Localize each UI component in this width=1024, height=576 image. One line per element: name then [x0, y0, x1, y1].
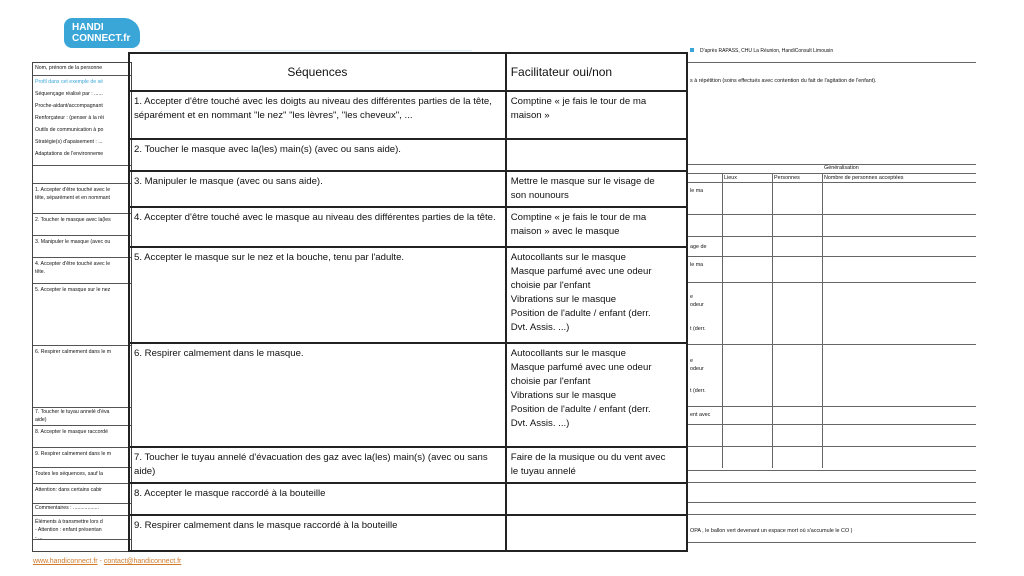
facilitateur-line: Vibrations sur le masque [510, 294, 617, 305]
left-info-row: Stratégie(s) d'apaisement : ... [35, 139, 103, 145]
left-sequence-fragment: aide) [35, 417, 47, 423]
sequence-cell: 2. Toucher le masque avec la(les) main(s) (avec ou sans aide). [129, 139, 506, 171]
website-link[interactable]: www.handiconnect.fr [33, 558, 98, 565]
table-row [129, 447, 687, 483]
table-header-row [129, 53, 687, 91]
header-sequences: Séquences [129, 53, 506, 91]
left-info-row: Renforçateur : (penser à la réi [35, 115, 104, 121]
logo-line-1: HANDI [72, 22, 104, 33]
right-fragment: odeur [690, 366, 704, 372]
facilitateur-line: Position de l'adulte / enfant (derr. [510, 308, 651, 319]
right-fragment: t (derr. [690, 326, 706, 332]
left-sequence-fragment: 1. Accepter d'être touché avec le [35, 187, 111, 193]
left-sequence-fragment: - Attention : enfant présentan [35, 527, 102, 533]
background-document-left [32, 62, 132, 552]
left-sequence-fragment: 5. Accepter le masque sur le nez [35, 287, 111, 293]
facilitateur-line: Comptine « je fais le tour de ma [510, 96, 647, 107]
sequence-cell: 5. Accepter le masque sur le nez et la bouche, tenu par l'adulte. [129, 247, 506, 343]
facilitateur-cell [506, 139, 687, 171]
left-sequence-fragment: 4. Accepter d'être touché avec le [35, 261, 111, 267]
table-row [129, 91, 687, 139]
left-sequence-fragment: 9. Respirer calmement dans le m [35, 451, 112, 457]
table-row [129, 247, 687, 343]
col-personnes: Personnes [774, 175, 800, 181]
left-sequence-fragment: Éléments à transmettre lors d [35, 519, 103, 525]
source-legend [690, 48, 833, 54]
left-sequence-fragment: 6. Respirer calmement dans le m [35, 349, 112, 355]
generalisation-header: Généralisation [824, 165, 859, 171]
logo-line-2: CONNECT.fr [72, 33, 131, 44]
left-sequence-fragment: 3. Manipuler le masque (avec ou [35, 239, 111, 245]
left-sequence-fragment: tête, séparément et en nommant [35, 195, 110, 201]
facilitateur-line: Dvt. Assis. ...) [510, 322, 570, 333]
col-lieux: Lieux [724, 175, 737, 181]
facilitateur-line: Masque parfumé avec une odeur [510, 266, 652, 277]
facilitateur-cell [506, 91, 687, 139]
left-sequence-fragment: 8. Accepter le masque raccordé [35, 429, 108, 435]
sequence-cell: 7. Toucher le tuyau annelé d'évacuation des gaz avec la(les) main(s) (avec ou sans aide) [129, 447, 506, 483]
sequence-cell: 4. Accepter d'être touché avec le masque au niveau des différentes parties de la tête. [129, 207, 506, 247]
left-sequence-fragment: Commentaires : .................. [35, 505, 99, 511]
footer-links [33, 558, 181, 565]
header-facilitateur: Facilitateur oui/non [506, 53, 687, 91]
facilitateur-cell [506, 515, 687, 551]
sequence-cell: 9. Respirer calmement dans le masque raccordé à la bouteille [129, 515, 506, 551]
facilitateur-line: Autocollants sur le masque [510, 252, 626, 263]
left-info-row: Profil dans cet exemple de sé [35, 79, 104, 85]
facilitateur-line: Comptine « je fais le tour de ma [510, 212, 647, 223]
left-info-row: Outils de communication à po [35, 127, 104, 133]
facilitateur-cell [506, 171, 687, 207]
right-fragment: e [690, 358, 693, 364]
facilitateur-line: maison » [510, 110, 550, 121]
left-sequence-fragment: 2. Toucher le masque avec la(les [35, 217, 111, 223]
sequence-cell: 8. Accepter le masque raccordé à la bouteille [129, 483, 506, 515]
table-row [129, 207, 687, 247]
facilitateur-line: choisie par l'enfant [510, 376, 591, 387]
legend-text: D'après RAPASS, CHU La Réunion, HandiConsult Limousin [700, 48, 834, 54]
left-sequence-fragment: tête. [35, 269, 46, 275]
left-info-row: Adaptations de l'environneme [35, 151, 104, 157]
table-row [129, 343, 687, 447]
right-bottom-note: OPA , le ballon vert devenant un espace mort où s'accumule le CO ) [690, 528, 853, 534]
sequences-table [128, 52, 688, 552]
facilitateur-cell [506, 343, 687, 447]
faded-title: ――――――――――――――――――――――――――――――――――――――― [160, 46, 472, 55]
facilitateur-cell [506, 207, 687, 247]
facilitateur-line: Position de l'adulte / enfant (derr. [510, 404, 651, 415]
email-link[interactable]: contact@handiconnect.fr [103, 558, 182, 565]
right-fragment: odeur [690, 302, 704, 308]
facilitateur-line: Faire de la musique ou du vent avec [510, 452, 666, 463]
right-note: s à répétition (soins effectués avec contention du fait de l'agitation de l'enfant). [690, 78, 877, 84]
facilitateur-line: maison » avec le masque [510, 226, 620, 237]
right-fragment: age de [690, 244, 707, 250]
sequence-cell: 3. Manipuler le masque (avec ou sans aide). [129, 171, 506, 207]
right-fragment: e [690, 294, 693, 300]
sequence-cell: 6. Respirer calmement dans le masque. [129, 343, 506, 447]
background-document-right [688, 62, 976, 542]
facilitateur-line: Vibrations sur le masque [510, 390, 617, 401]
table-row [129, 515, 687, 551]
table-row [129, 171, 687, 207]
right-fragment: t (derr. [690, 388, 706, 394]
col-nombre: Nombre de personnes acceptées [824, 175, 904, 181]
right-fragment: ent avec [690, 412, 711, 418]
facilitateur-line: Masque parfumé avec une odeur [510, 362, 652, 373]
facilitateur-line: le tuyau annelé [510, 466, 576, 477]
facilitateur-line: Autocollants sur le masque [510, 348, 626, 359]
facilitateur-line: choisie par l'enfant [510, 280, 591, 291]
left-sequence-fragment: 7. Toucher le tuyau annelé d'éva [35, 409, 110, 415]
footer-sep: - [97, 558, 104, 565]
left-sequence-fragment: Toutes les séquences, sauf la [35, 471, 104, 477]
table-row [129, 483, 687, 515]
facilitateur-line: son nounours [510, 190, 569, 201]
legend-square-icon [690, 48, 694, 52]
facilitateur-cell [506, 447, 687, 483]
left-sequence-fragment: Attention: dans certains cabir [35, 487, 102, 493]
facilitateur-line: Dvt. Assis. ...) [510, 418, 570, 429]
table-row [129, 139, 687, 171]
left-info-row: Nom, prénom de la personne [35, 65, 103, 71]
left-sequence-fragment: - ... [35, 535, 43, 541]
left-info-row: Séquençage réalisé par : ...... [35, 91, 103, 97]
left-info-row: Proche-aidant/accompagnant [35, 103, 103, 109]
sequence-cell: 1. Accepter d'être touché avec les doigts au niveau des différentes parties de la tête, séparément et en nommant "le nez" "les lèvres", "les cheveux", ... [129, 91, 506, 139]
facilitateur-cell [506, 247, 687, 343]
facilitateur-line: Mettre le masque sur le visage de [510, 176, 655, 187]
handiconnect-logo [64, 18, 140, 48]
facilitateur-cell [506, 483, 687, 515]
right-fragment: le ma [690, 262, 704, 268]
right-fragment: le ma [690, 188, 704, 194]
